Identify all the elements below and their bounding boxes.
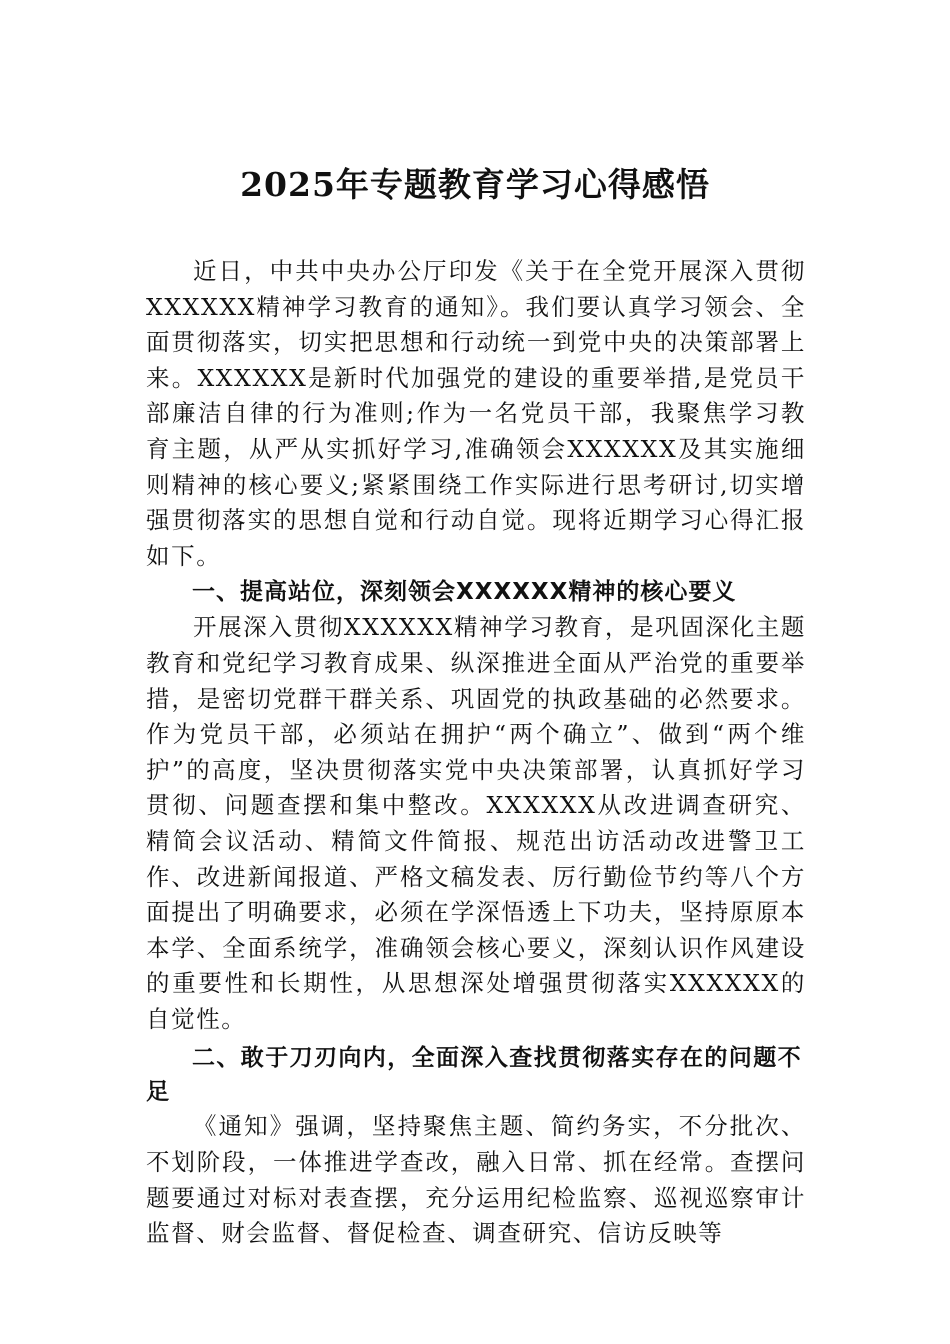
section-heading-1: 一、提高站位，深刻领会XXXXXX精神的核心要义 — [192, 579, 737, 606]
section-heading-2: 二、敢于刀刃向内，全面深入查找贯彻落实存在的问题不足 — [146, 1045, 802, 1106]
section-1-paragraph: 开展深入贯彻XXXXXX精神学习教育，是巩固深化主题教育和党纪学习教育成果、纵深推进全面从严治党的重要举措，是密切党群干群关系、巩固党的执政基础的必然要求。作为党员干部，必须站在拥护“两个确立”、做到“两个维护”的高度，坚决贯彻落实党中央决策部署，认真抓好学习贯彻、问题查摆和集中整改。XXXXXX从改进调查研究、精简会议活动、精简文件简报、规范出访活动改进警卫工作、改进新闻报道、严格文稿发表、厉行勤俭节约等八个方面提出了明确要求，必须在学深悟透上下功夫，坚持原原本本学、全面系统学，准确领会核心要义，深刻认识作风建设的重要性和长期性，从思想深处增强贯彻落实XXXXXX的自觉性。 — [146, 613, 806, 1033]
document-body — [146, 254, 806, 1252]
section-2-paragraph: 《通知》强调，坚持聚焦主题、简约务实，不分批次、不划阶段，一体推进学查改，融入日常、抓在经常。查摆问题要通过对标对表查摆，充分运用纪检监察、巡视巡察审计监督、财会监督、督促检查、调查研究、信访反映等 — [146, 1112, 806, 1248]
intro-paragraph: 近日，中共中央办公厅印发《关于在全党开展深入贯彻XXXXXX精神学习教育的通知》。我们要认真学习领会、全面贯彻落实，切实把思想和行动统一到党中央的决策部署上来。XXXXXX是新时代加强党的建设的重要举措,是党员干部廉洁自律的行为准则;作为一名党员干部，我聚焦学习教育主题，从严从实抓好学习,准确领会XXXXXX及其实施细则精神的核心要义;紧紧围绕工作实际进行思考研讨,切实增强贯彻落实的思想自觉和行动自觉。现将近期学习心得汇报如下。 — [146, 257, 806, 570]
document-title: 2025年专题教育学习心得感悟 — [240, 165, 710, 204]
